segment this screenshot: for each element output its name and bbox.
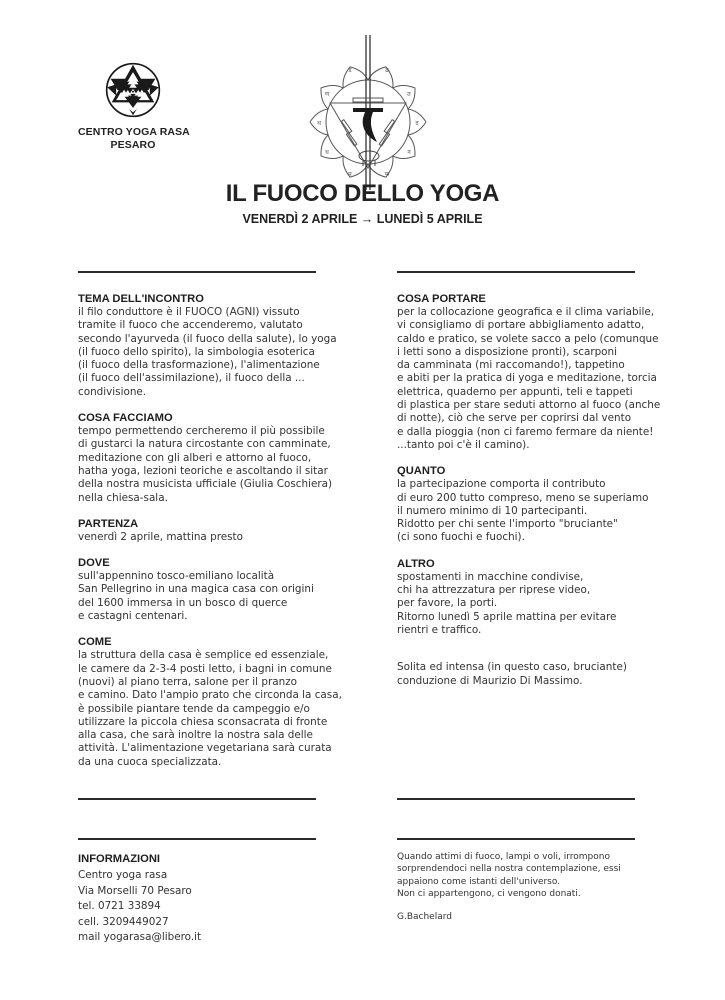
- section-text-line: (ci sono fuochi e fuochi).: [397, 531, 525, 544]
- section-text-line: il numero minimo di 10 partecipanti.: [397, 504, 588, 517]
- section-text-line: e castagni centenari.: [78, 610, 188, 623]
- quote-line: Non ci appartengono, ci vengono donati.: [397, 889, 581, 900]
- section-text-line: nella chiesa-sala.: [78, 491, 168, 504]
- quote-line: sorprendendoci nella nostra contemplazione, essi: [397, 864, 621, 875]
- organization-logo: [78, 62, 188, 152]
- closing-note: [397, 661, 657, 688]
- section-text-line: chi ha attrezzatura per riprese video,: [397, 584, 591, 597]
- section-heading: TEMA DELL'INCONTRO: [78, 293, 204, 305]
- section-heading: COME: [78, 636, 112, 649]
- section-heading: COSA PORTARE: [397, 293, 486, 305]
- organization-name-line2: PESARO: [110, 139, 156, 151]
- section-tema-dell-incontro: [78, 292, 338, 399]
- info-address: Via Morselli 70 Pesaro: [78, 884, 192, 897]
- quote-block: [397, 851, 657, 923]
- section-text-line: tempo permettendo cercheremo il più possibile: [78, 425, 325, 438]
- svg-text:न: न: [407, 149, 411, 156]
- section-text-line: (nuovi) al piano terra, salone per il pranzo: [78, 675, 298, 688]
- manipura-chakra-icon: [303, 30, 433, 195]
- section-text-line: per favore, la porti.: [397, 597, 498, 610]
- chakra-petal: [368, 67, 393, 88]
- section-text-line: utilizzare la piccola chiesa sconsacrata di fronte: [78, 715, 328, 728]
- section-cosa-portare: [397, 292, 661, 452]
- section-text-line: condivisione.: [78, 385, 147, 398]
- section-text-line: da una cuoca specializzata.: [78, 755, 222, 768]
- divider-footer-left: [78, 838, 316, 840]
- section-text-line: il filo conduttore è il FUOCO (AGNI) vissuto: [78, 306, 300, 318]
- section-text-line: per la collocazione geografica e il clima variabile,: [397, 306, 655, 318]
- svg-text:द: द: [415, 120, 419, 127]
- section-text-line: secondo l'ayurveda (il fuoco della salute), lo yoga: [78, 332, 337, 345]
- chakra-petal: [393, 135, 415, 159]
- section-text-line: hatha yoga, lezioni teoriche e ascoltando il sitar: [78, 464, 328, 477]
- section-text-line: (il fuoco dello spirito), la simbologia esoterica: [78, 345, 315, 358]
- divider-footer-right: [397, 838, 635, 840]
- section-text-line: elettrica, quaderno per appunti, teli e tappeti: [397, 385, 633, 398]
- svg-text:थ: थ: [317, 120, 321, 127]
- info-phone[interactable]: tel. 0721 33894: [78, 900, 161, 912]
- section-text-line: San Pellegrino in una magica casa con origini: [78, 583, 314, 596]
- page-title: IL FUOCO DELLO YOGA: [225, 180, 500, 207]
- section-quanto: [397, 464, 657, 544]
- section-text-line: ...tanto poi c'è il camino).: [397, 438, 530, 451]
- section-text-line: meditazione con gli alberi e attorno al fuoco,: [78, 451, 312, 464]
- section-text-line: Ritorno lunedì 5 aprile mattina per evitare: [397, 610, 617, 623]
- info-name: Centro yoga rasa: [78, 869, 168, 881]
- section-text-line: di euro 200 tutto compreso, meno se superiamo: [397, 491, 649, 504]
- section-heading: COSA FACCIAMO: [78, 412, 173, 425]
- closing-line: conduzione di Maurizio Di Massimo.: [397, 674, 583, 687]
- sri-yantra-icon: [105, 62, 161, 118]
- chakra-petal: [393, 85, 415, 109]
- section-heading: ALTRO: [397, 557, 435, 570]
- divider-bottom-left: [78, 798, 316, 800]
- section-text-line: attività. L'alimentazione vegetariana sarà curata: [78, 742, 332, 755]
- section-text-line: sull'appennino tosco-emiliano località: [78, 570, 275, 583]
- section-text-line: vi consigliamo di portare abbigliamento adatto,: [397, 319, 645, 332]
- svg-text:ण: ण: [324, 91, 330, 98]
- section-heading: QUANTO: [397, 465, 446, 478]
- svg-text:ड: ड: [348, 67, 352, 74]
- svg-text:प: प: [348, 171, 352, 178]
- organization-name: [78, 126, 188, 152]
- organization-name-line1: CENTRO YOGA RASA: [78, 126, 190, 138]
- section-text-line: e dalla pioggia (non ci faremo fermare da niente!: [397, 425, 654, 438]
- section-text-line: del 1600 immersa in un bosco di querce: [78, 596, 288, 609]
- info-heading: INFORMAZIONI: [78, 853, 161, 865]
- section-text-line: di notte), ciò che serve per coprirsi dal vento: [397, 412, 632, 425]
- info-email[interactable]: mail yogarasa@libero.it: [78, 931, 202, 943]
- section-text-line: tramite il fuoco che accenderemo, valutato: [78, 319, 303, 332]
- section-altro: [397, 557, 657, 637]
- section-text-line: la partecipazione comporta il contributo: [397, 478, 606, 491]
- section-text-line: e camino. Dato l'ampio prato che circonda la casa,: [78, 689, 342, 702]
- section-partenza: [78, 517, 338, 544]
- section-text-line: di plastica per stare seduti attorno al fuoco (anche: [397, 399, 661, 412]
- quote-line: appaiono come istanti dell'universo.: [397, 876, 561, 887]
- contact-info: [78, 852, 308, 946]
- section-text-line: spostamenti in macchine condivise,: [397, 570, 584, 583]
- section-text-line: le camere da 2-3-4 posti letto, i bagni in comune: [78, 662, 332, 675]
- chakra-petal: [343, 67, 368, 88]
- section-text-line: venerdì 2 aprile, mattina presto: [78, 530, 243, 543]
- svg-text:त: त: [407, 91, 411, 98]
- chakra-petal: [343, 156, 368, 177]
- section-text-line: (il fuoco dell'assimilazione), il fuoco della ...: [78, 372, 305, 385]
- section-text-line: è possibile piantare tende da campeggio e/o: [78, 702, 310, 715]
- divider-top-right: [397, 271, 635, 273]
- section-heading: DOVE: [78, 557, 110, 570]
- section-cosa-facciamo: [78, 411, 338, 505]
- section-text-line: della nostra musicista ufficiale (Giulia Coschiera): [78, 478, 333, 491]
- quote-author: G.Bachelard: [397, 911, 452, 922]
- chakra-emblem: [303, 30, 433, 195]
- section-text-line: di gustarci la natura circostante con camminate,: [78, 438, 331, 451]
- section-text-line: la struttura della casa è semplice ed essenziale,: [78, 649, 329, 662]
- closing-line: Solita ed intensa (in questo caso, bruciante): [397, 661, 627, 674]
- section-text-line: (il fuoco della trasformazione), l'alimentazione: [78, 359, 320, 372]
- section-come: [78, 635, 342, 769]
- section-text-line: rientri e traffico.: [397, 623, 482, 636]
- divider-top-left: [78, 271, 316, 273]
- section-text-line: caldo e pratico, se volete sacco a pelo (comunque: [397, 332, 659, 345]
- section-text-line: alla casa, che sarà inoltre la nostra sala delle: [78, 729, 313, 742]
- event-dates: VENERDÌ 2 APRILE → LUNEDÌ 5 APRILE: [242, 212, 483, 226]
- svg-text:ढ: ढ: [385, 67, 389, 74]
- section-text-line: da camminata (mi raccomando!), tappetino: [397, 359, 625, 372]
- section-text-line: Ridotto per chi sente l'importo "bruciante": [397, 518, 618, 531]
- quote-line: Quando attimi di fuoco, lampi o voli, irrompono: [397, 852, 610, 862]
- svg-text:फ: फ: [384, 171, 390, 178]
- section-text-line: e abiti per la pratica di yoga e meditazione, torcia: [397, 372, 657, 385]
- left-column: [78, 292, 342, 781]
- section-heading: PARTENZA: [78, 517, 139, 530]
- section-dove: [78, 556, 338, 623]
- svg-text:ध: ध: [325, 149, 329, 156]
- right-column: [397, 292, 661, 688]
- section-text-line: i letti sono a disposizione pronti), scarponi: [397, 345, 618, 358]
- info-cell[interactable]: cell. 3209449027: [78, 915, 169, 928]
- divider-bottom-right: [397, 798, 635, 800]
